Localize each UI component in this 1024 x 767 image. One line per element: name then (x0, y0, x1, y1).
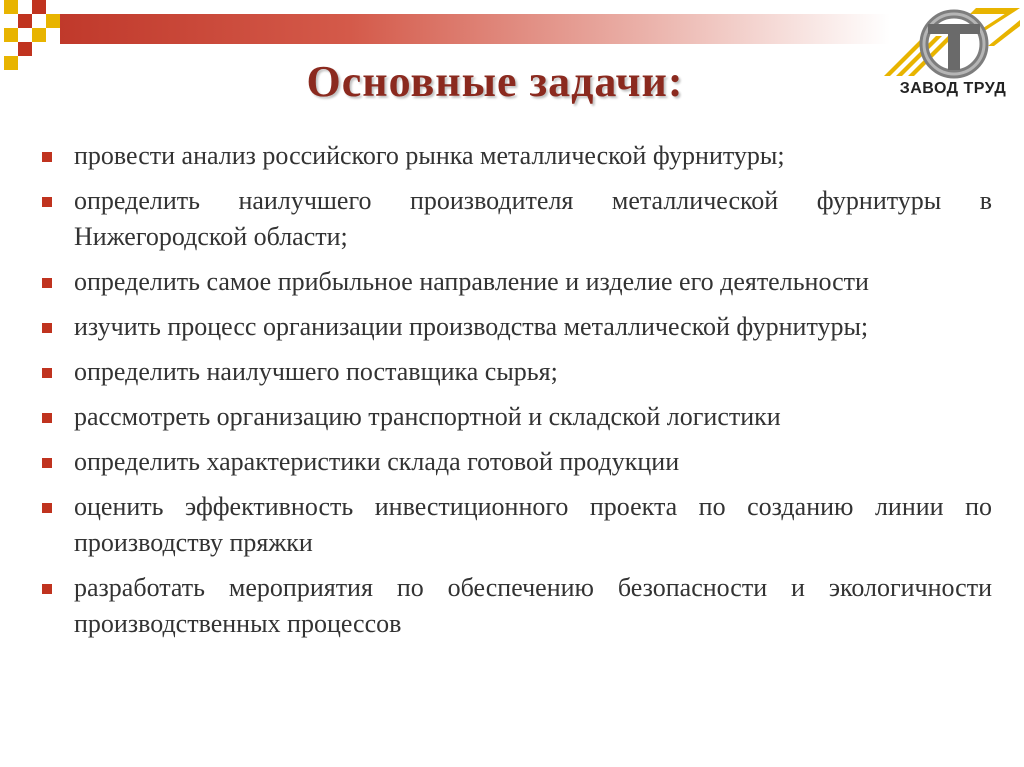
header-bar (60, 14, 890, 44)
company-logo (884, 6, 1022, 106)
task-label: изучить процесс организации производства металлической фурнитуры; (74, 312, 869, 341)
bullet-icon (42, 278, 52, 288)
task-label: рассмотреть организацию транспортной и складской логистики (74, 402, 781, 431)
bullet-icon (42, 368, 52, 378)
decor-square (32, 0, 46, 14)
slide-title: Основные задачи: (306, 57, 684, 106)
task-label: определить самое прибыльное направление и изделие его деятельности (74, 267, 869, 296)
task-label: разработать мероприятия по обеспечению безопасности и экологичности производственных процессов (74, 573, 992, 638)
task-label: провести анализ российского рынка металлической фурнитуры; (74, 141, 785, 170)
task-item (36, 489, 992, 561)
bullet-icon (42, 323, 52, 333)
task-list (36, 138, 992, 651)
bullet-icon (42, 503, 52, 513)
bullet-icon (42, 413, 52, 423)
decor-square (18, 42, 32, 56)
bullet-icon (42, 458, 52, 468)
decor-square (4, 28, 18, 42)
task-item (36, 570, 992, 642)
logo-icon (884, 6, 1022, 82)
task-item (36, 138, 992, 174)
decor-square (46, 14, 60, 28)
bullet-icon (42, 584, 52, 594)
task-label: оценить эффективность инвестиционного проекта по созданию линии по производству пряжки (74, 492, 992, 557)
task-item (36, 399, 992, 435)
bullet-icon (42, 197, 52, 207)
bullet-icon (42, 152, 52, 162)
decor-square (18, 14, 32, 28)
task-item (36, 264, 992, 300)
task-label: определить наилучшего производителя металлической фурнитуры в Нижегородской области; (74, 186, 992, 251)
task-item (36, 309, 992, 345)
logo-text: ЗАВОД ТРУД (899, 80, 1007, 97)
task-item (36, 183, 992, 255)
task-label: определить характеристики склада готовой продукции (74, 447, 680, 476)
task-item (36, 354, 992, 390)
decor-square (4, 0, 18, 14)
decor-square (32, 28, 46, 42)
task-item (36, 444, 992, 480)
task-label: определить наилучшего поставщика сырья; (74, 357, 558, 386)
